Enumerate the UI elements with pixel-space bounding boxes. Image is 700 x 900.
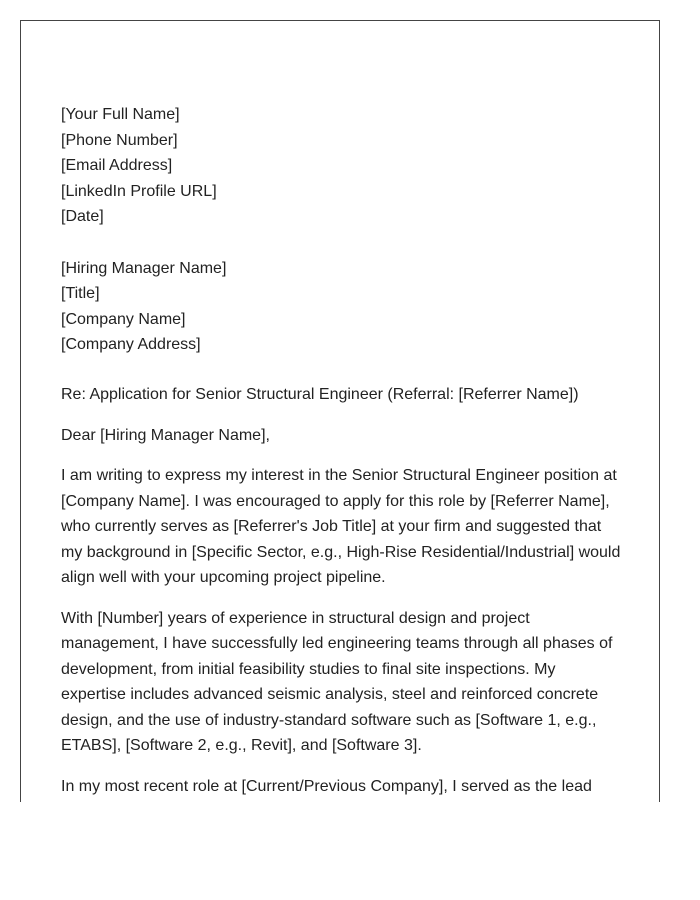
subject-line: Re: Application for Senior Structural Engineer (Referral: [Referrer Name]) <box>61 385 579 403</box>
sender-phone: [Phone Number] <box>61 131 178 149</box>
sender-email: [Email Address] <box>61 157 173 175</box>
document-page <box>20 20 660 802</box>
sender-linkedin: [LinkedIn Profile URL] <box>61 182 217 200</box>
body-paragraph-1: I am writing to express my interest in the Senior Structural Engineer position at [Company Name]. I was encouraged to apply for this role by [Referrer Name], who currently serves as [Referrer's Job Title] at your firm and suggested that my background in [Specific Sector, e.g., High-Rise Residential/Industrial] would align well with your upcoming project pipeline. <box>61 467 621 587</box>
recipient-company: [Company Name] <box>61 310 186 328</box>
letter-date: [Date] <box>61 208 104 226</box>
letter-body <box>61 102 623 799</box>
body-paragraph-3: In my most recent role at [Current/Previous Company], I served as the lead <box>61 777 592 795</box>
recipient-name: [Hiring Manager Name] <box>61 259 227 277</box>
recipient-address: [Company Address] <box>61 336 201 354</box>
sender-name: [Your Full Name] <box>61 106 180 123</box>
salutation: Dear [Hiring Manager Name], <box>61 426 270 444</box>
body-paragraph-2: With [Number] years of experience in structural design and project management, I have successfully led engineering teams through all phases of development, from initial feasibility studies to final site inspections. My expertise includes advanced seismic analysis, steel and reinforced concrete design, and the use of industry-standard software such as [Software 1, e.g., ETABS], [Software 2, e.g., Revit], and [Software 3]. <box>61 609 613 755</box>
sender-block <box>61 102 623 230</box>
recipient-block <box>61 256 623 358</box>
recipient-title: [Title] <box>61 285 100 303</box>
